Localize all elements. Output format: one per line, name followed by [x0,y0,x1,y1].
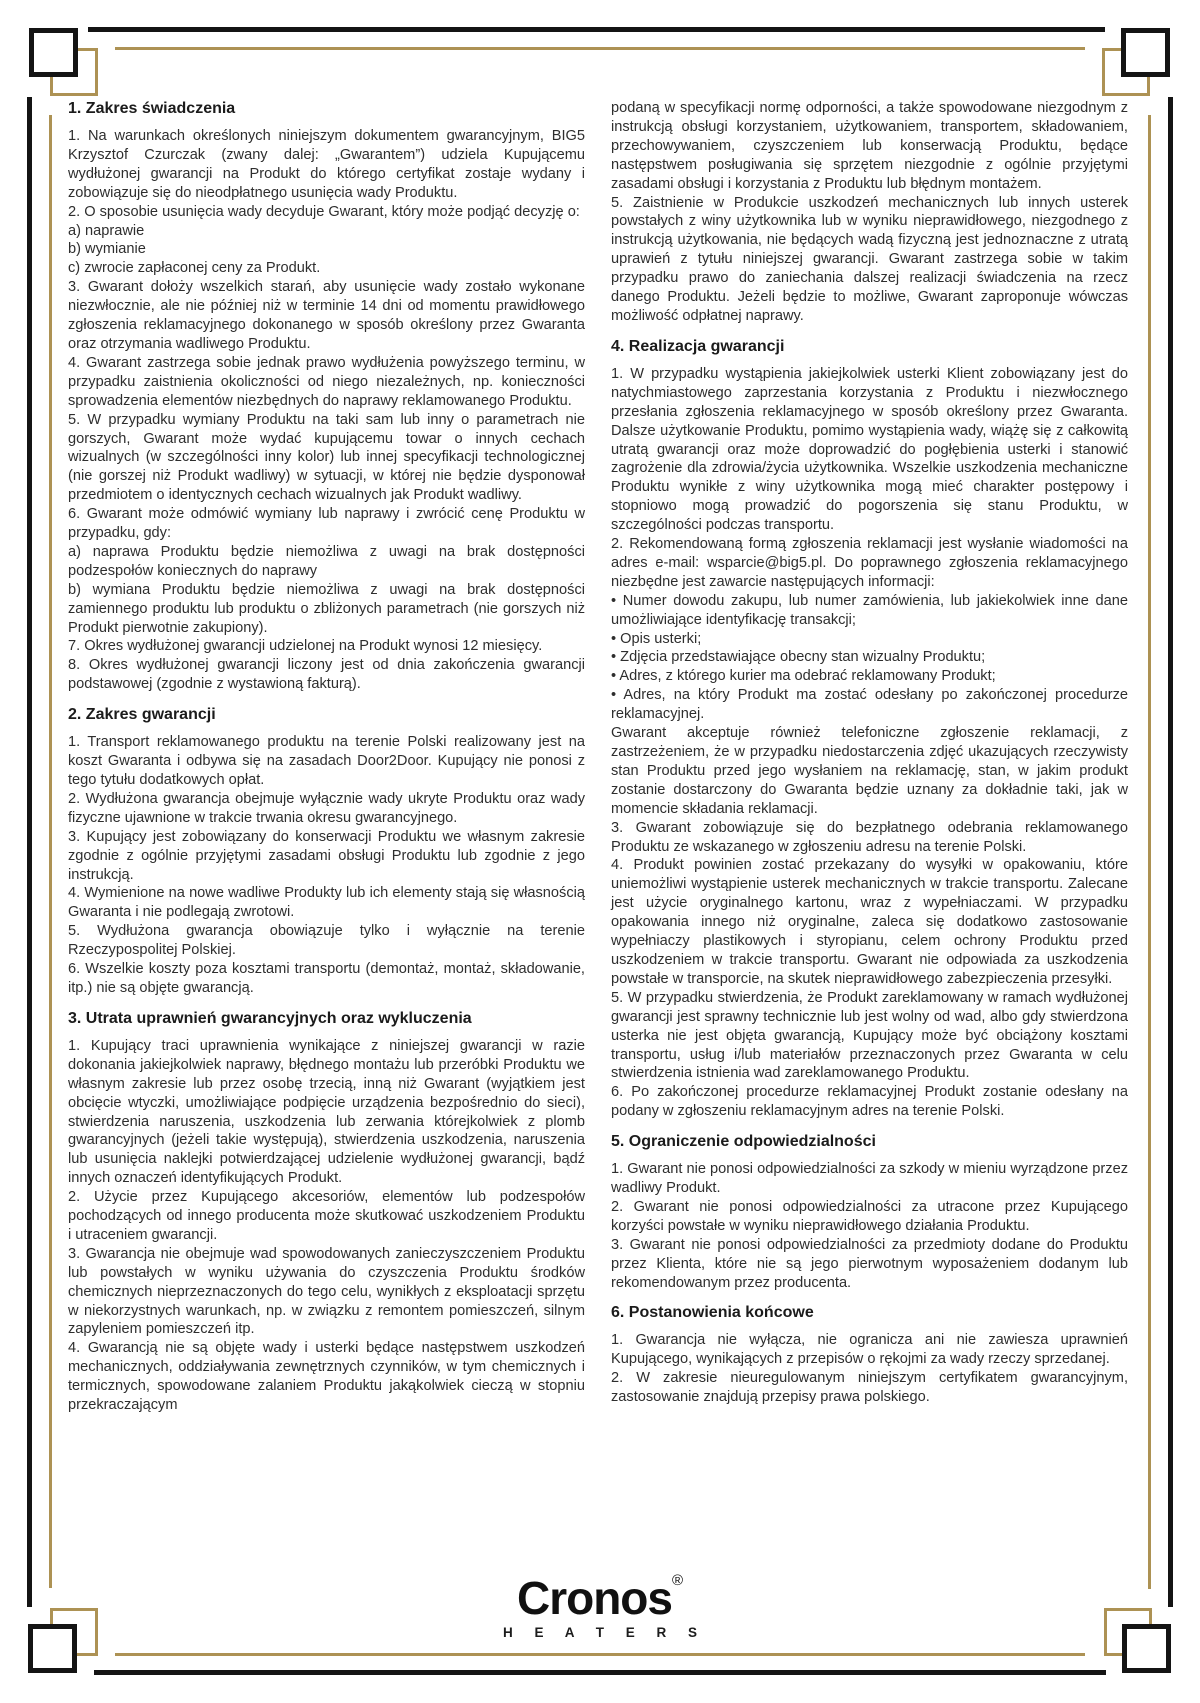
frame-right-black-line [1168,97,1173,1607]
registered-trademark-symbol: ® [671,1572,684,1589]
paragraph: 4. Gwarancją nie są objęte wady i usterki będące następstwem uszkodzeń mechanicznych, oddziaływania zewnętrznych czynników, w tym chemicznych i termicznych, spowodowane zalaniem Produktu jakąkolwiek cieczą w stopniu przekraczającym [68,1340,585,1414]
frame-bottom-gold-line [115,1653,1085,1656]
section-heading: 1. Zakres świadczenia [68,100,236,117]
paragraph: 6. Po zakończonej procedurze reklamacyjnej Produkt zostanie odesłany na podany w zgłoszeniu reklamacyjnym adres na terenie Polski. [611,1084,1128,1120]
paragraph: 6. Wszelkie koszty poza kosztami transportu (demontaż, montaż, składowanie, itp.) nie są objęte gwarancją. [68,961,585,996]
paragraph: 6. Gwarant może odmówić wymiany lub naprawy i zwrócić cenę Produktu w przypadku, gdy: [68,506,585,542]
paragraph: 2. W zakresie nieuregulowanym niniejszym certyfikatem gwarancyjnym, zastosowanie znajdują przepisy prawa polskiego. [611,1370,1128,1406]
paragraph: 2. O sposobie usunięcia wady decyduje Gwarant, który może podjąć decyzję o: [68,203,580,220]
frame-left-black-line [27,97,32,1607]
paragraph: • Adres, z którego kurier ma odebrać reklamowany Produkt; [611,668,996,685]
section-heading: 4. Realizacja gwarancji [611,337,785,355]
frame-top-black-line [88,27,1105,32]
corner-black-square-top-right [1121,28,1170,77]
paragraph: 4. Wymienione na nowe wadliwe Produkty lub ich elementy stają się własnością Gwaranta i nie podlegają zwrotowi. [68,885,585,921]
brand-logo-tagline: H E A T E R S [502,1625,706,1640]
paragraph: • Adres, na który Produkt ma zostać odesłany po zakończonej procedurze reklamacyjnej. [611,687,1128,723]
paragraph: 1. Gwarancja nie wyłącza, nie ogranicza ani nie zawiesza uprawnień Kupującego, wynikających z przepisów o rękojmi za wady rzeczy sprzedanej. [611,1332,1128,1368]
frame-left-gold-line [49,115,52,1588]
warranty-document-body [68,99,1129,1415]
section-heading: 3. Utrata uprawnień gwarancyjnych oraz wykluczenia [68,1009,472,1027]
brand-logo-name: Cronos [516,1572,672,1624]
paragraph: • Numer dowodu zakupu, lub numer zamówienia, lub jakiekolwiek inne dane umożliwiające identyfikację transakcji; [611,592,1128,628]
paragraph: • Zdjęcia przedstawiające obecny stan wizualny Produktu; [611,649,986,666]
paragraph: 4. Produkt powinien zostać przekazany do wysyłki w opakowaniu, które uniemożliwi wystąpienie usterek mechanicznych w trakcie transportu. Zalecane jest użycie oryginalnego kartonu, wraz z wypełniaczami. W przypadku opakowania innego niż oryginalne, zaleca się dodatkowo zastosowanie wypełniaczy plastikowych i styropianu, celem ochrony Produktu przed uszkodzeniem w trakcie transportu. Gwarant nie odpowiada za uszkodzenia powstałe w transporcie, na skutek nieprawidłowego zabezpieczenia przesyłki. [611,857,1128,987]
paragraph: podaną w specyfikacji normę odporności, a także spowodowane niezgodnym z instrukcją obsługi korzystaniem, użytkowaniem, transportem, składowaniem, przechowywaniem, czyszczeniem lub konserwacją Produktu, będące następstwem posługiwania się sprzętem niezgodnie z ogólnie przyjętymi zasadami obsługi i korzystania z Produktu lub błędnym montażem. [611,100,1128,192]
right-column [611,99,1128,1415]
paragraph: 5. Zaistnienie w Produkcie uszkodzeń mechanicznych lub innych usterek powstałych z winy użytkownika lub w wyniku nieprawidłowego, niezgodnego z instrukcją użytkowania, nie będących wadą fizyczną jest jednoznaczne z utratą uprawień z tytułu niniejszej gwarancji. Gwarant zastrzega sobie w takim przypadku prawo do zaniechania dalszej realizacji świadczenia na rzecz danego Produktu. Jeżeli będzie to możliwe, Gwarant zaproponuje wówczas możliwość odpłatnej naprawy. [611,194,1128,324]
paragraph: a) naprawie [68,222,145,239]
corner-black-square-top-left [29,28,78,77]
paragraph: 3. Gwarancja nie obejmuje wad spowodowanych zanieczyszczeniem Produktu lub powstałych w wyniku używania do czyszczenia Produktu środków chemicznych nieprzeznaczonych do tego celu, wynikłych z eksploatacji sprzętu w niekorzystnych warunkach, np. w związku z remontem pomieszczeń, silnym zapyleniem pomieszczeń itp. [68,1245,585,1338]
frame-bottom-black-line [94,1670,1106,1675]
paragraph: 3. Gwarant dołoży wszelkich starań, aby usunięcie wady zostało wykonane niezwłocznie, ale nie później niż w terminie 14 dni od momentu prawidłowego zgłoszenia reklamacyjnego dokonanego w sposób określony przez Gwaranta oraz otrzymania wadliwego Produktu. [68,279,585,352]
paragraph: 1. W przypadku wystąpienia jakiejkolwiek usterki Klient zobowiązany jest do natychmiastowego zaprzestania korzystania z Produktu i niezwłocznego przesłania zgłoszenia reklamacyjnego w sposób określony przez Gwaranta. Dalsze użytkowanie Produktu, pomimo wystąpienia wady, wiążę się z całkowitą utratą gwarancji oraz może doprowadzić do pogłębienia usterki i stanowić zagrożenie dla zdrowia/życia użytkownika. Wszelkie uszkodzenia mechaniczne Produktu wynikłe z winy użytkownika mogą mieć charakter postępowy i stopniowo mogą prowadzić do pogorszenia się stanu Produktu, w szczególności podczas transportu. [611,365,1128,534]
paragraph: 1. Kupujący traci uprawnienia wynikające z niniejszej gwarancji w razie dokonania jakiejkolwiek naprawy, błędnego montażu lub przeróbki Produktu we własnym zakresie lub przez osobę trzecią, inną niż Gwarant (wyjątkiem jest obcięcie wtyczki, umożliwiające podpięcie urządzenia bezpośrednio do sieci), stwierdzenia naruszenia, uszkodzenia lub zerwania którejkolwiek z plomb gwarancyjnych (jeżeli takie występują), stwierdzenia uszkodzenia, naruszenia lub usunięcia naklejki potwierdzającej udzielenie wydłużonej gwarancji, bądź innych oznaczeń identyfikujących Produkt. [68,1037,585,1187]
paragraph: 1. Gwarant nie ponosi odpowiedzialności za szkody w mieniu wyrządzone przez wadliwy Produkt. [611,1161,1128,1197]
paragraph: 8. Okres wydłużonej gwarancji liczony jest od dnia zakończenia gwarancji podstawowej (zgodnie z wystawioną fakturą). [68,657,585,693]
frame-top-gold-line [115,47,1085,50]
paragraph: b) wymiana Produktu będzie niemożliwa z uwagi na brak dostępności zamiennego produktu lub produktu o zbliżonych parametrach (nie gorszych niż Produkt pierwotnie zakupiony). [68,581,585,636]
paragraph: • Opis usterki; [611,630,702,647]
paragraph: 7. Okres wydłużonej gwarancji udzielonej na Produkt wynosi 12 miesięcy. [68,638,543,655]
paragraph: b) wymianie [68,241,146,258]
paragraph: 1. Transport reklamowanego produktu na terenie Polski realizowany jest na koszt Gwaranta i odbywa się na zasadach Door2Door. Kupujący nie ponosi z tego tytułu dodatkowych opłat. [68,734,585,788]
paragraph: 5. Wydłużona gwarancja obowiązuje tylko i wyłącznie na terenie Rzeczypospolitej Polskiej. [68,923,585,959]
paragraph: 2. Użycie przez Kupującego akcesoriów, elementów lub podzespołów pochodzących od innego producenta może skutkować uszkodzeniem Produktu i utraceniem gwarancji. [68,1189,585,1243]
paragraph: 3. Kupujący jest zobowiązany do konserwacji Produktu we własnym zakresie zgodnie z ogólnie przyjętymi zasadami obsługi Produktu lub zgodnie z jego instrukcją. [68,828,585,883]
brand-logo [0,1572,1200,1640]
paragraph: 1. Na warunkach określonych niniejszym dokumentem gwarancyjnym, BIG5 Krzysztof Czurczak (zwany dalej: „Gwarantem”) udziela Kupującemu wydłużonej gwarancji na Produkt do którego certyfikat zostaje wydany i zobowiązuje się do nieodpłatnego usunięcia wady Produktu. [68,128,585,201]
left-column [68,99,585,1415]
paragraph: 3. Gwarant zobowiązuje się do bezpłatnego odebrania reklamowanego Produktu ze wskazanego w zgłoszeniu adresu na terenie Polski. [611,819,1128,855]
section-heading: 2. Zakres gwarancji [68,706,216,724]
paragraph: c) zwrocie zapłaconej ceny za Produkt. [68,260,321,277]
paragraph: 2. Rekomendowaną formą zgłoszenia reklamacji jest wysłanie wiadomości na adres e-mail: wsparcie@big5.pl. Do poprawnego zgłoszenia reklamacyjnego niezbędne jest zawarcie następujących informacji: [611,536,1128,590]
paragraph: Gwarant akceptuje również telefoniczne zgłoszenie reklamacji, z zastrzeżeniem, że w przypadku niedostarczenia zdjęć ukazujących rzeczywisty stan Produktu przed jego wysłaniem na reklamację, stan, w jakim produkt zostanie dostarczony do Gwaranta będzie uznany za dokładnie taki, jak w momencie składania reklamacji. [611,725,1128,817]
paragraph: 3. Gwarant nie ponosi odpowiedzialności za przedmioty dodane do Produktu przez Klienta, które nie są jego pierwotnym wyposażeniem dodanym lub rekomendowanym przez producenta. [611,1236,1128,1291]
paragraph: 4. Gwarant zastrzega sobie jednak prawo wydłużenia powyższego terminu, w przypadku zaistnienia okoliczności od niego niezależnych, np. konieczności sprowadzenia elementów niezbędnych do naprawy reklamowanego Produktu. [68,354,585,409]
paragraph: 2. Gwarant nie ponosi odpowiedzialności za utracone przez Kupującego korzyści powstałe w wyniku nieprawidłowego działania Produktu. [611,1198,1128,1234]
section-heading: 5. Ograniczenie odpowiedzialności [611,1133,876,1151]
paragraph: a) naprawa Produktu będzie niemożliwa z uwagi na brak dostępności podzespołów koniecznych do naprawy [68,543,585,579]
frame-right-gold-line [1148,115,1151,1589]
paragraph: 2. Wydłużona gwarancja obejmuje wyłącznie wady ukryte Produktu oraz wady fizyczne ujawnione w trakcie trwania okresu gwarancyjnego. [68,790,585,826]
paragraph: 5. W przypadku stwierdzenia, że Produkt zareklamowany w ramach wydłużonej gwarancji jest sprawny technicznie lub jest wolny od wad, albo gdy stwierdzona usterka nie jest objęta gwarancją, Kupujący może być obciążony kosztami transportu, usług i/lub materiałów przeznaczonych przez Gwaranta w celu stwierdzenia istnienia wad zareklamowanego Produktu. [611,989,1128,1082]
paragraph: 5. W przypadku wymiany Produktu na taki sam lub inny o parametrach nie gorszych, Gwarant może wydać kupującemu towar o innych cechach wizualnych (w szczególności inny kolor) lub innej specyfikacji technologicznej (nie gorszej niż Produkt wadliwy) w sytuacji, w której nie będzie dysponował przedmiotem o identycznych cechach wizualnych jak Produkt wadliwy. [68,411,585,504]
section-heading: 6. Postanowienia końcowe [611,1304,814,1322]
